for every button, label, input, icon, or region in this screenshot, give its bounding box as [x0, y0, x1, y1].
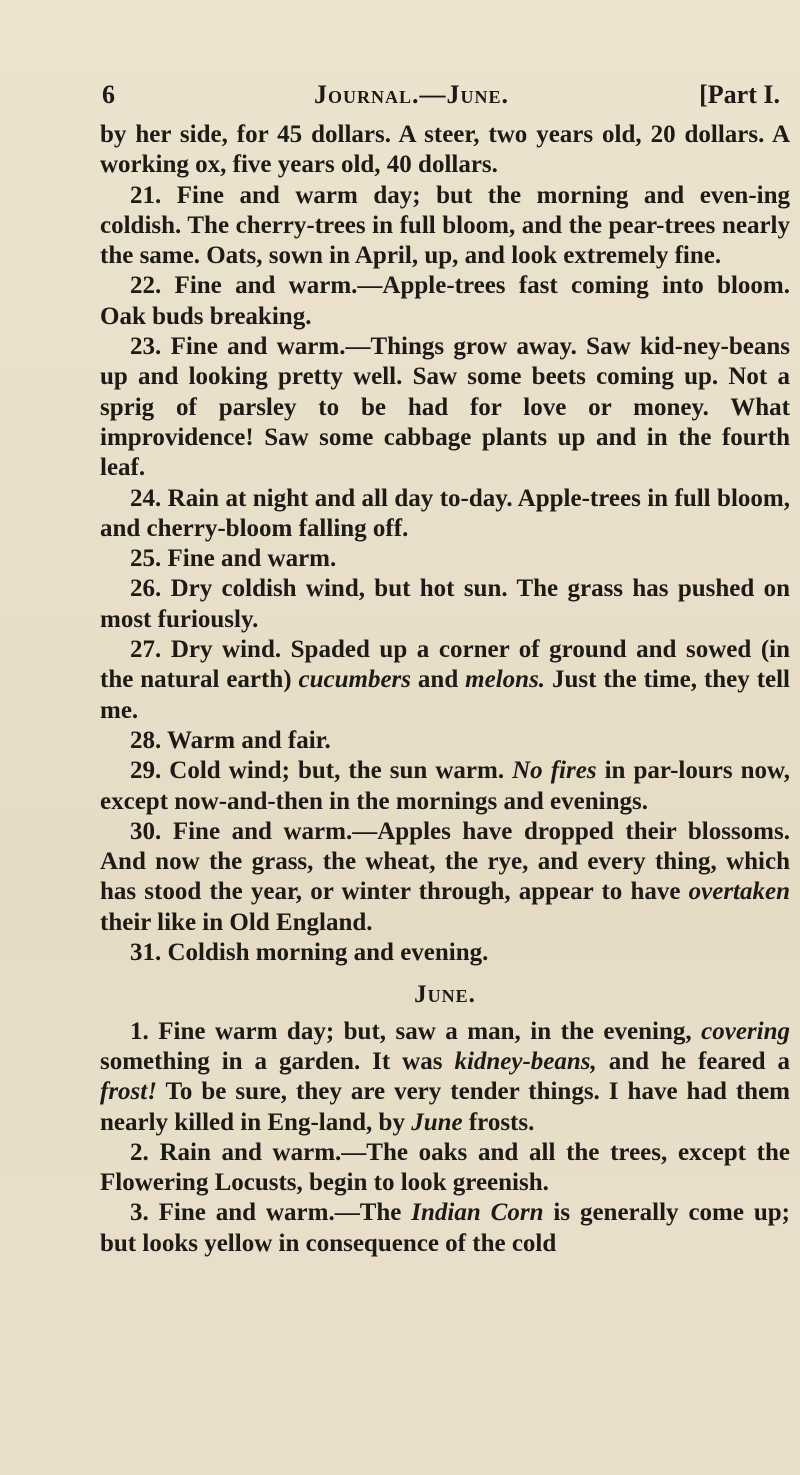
paragraph-continuation: by her side, for 45 dollars. A steer, two years old, 20 dollars. A working ox, five years old, 40 dollars.: [100, 121, 790, 179]
entry-may-22: 22. Fine and warm.—Apple-trees fast coming into bloom. Oak buds breaking.: [100, 272, 790, 330]
entry-may-28: 28. Warm and fair.: [130, 726, 331, 754]
section-heading: June.: [414, 981, 476, 1009]
body-text: [100, 120, 790, 1259]
entry-may-21: 21. Fine and warm day; but the morning and even-ing coldish. The cherry-trees in full bloom, and the pear-trees nearly the same. Oats, sown in April, up, and look extremely fine.: [100, 181, 790, 270]
entry-may-27: 27. Dry wind. Spaded up a corner of ground and sowed (in the natural earth) cucumbers and melons. Just the time, they tell me.: [100, 636, 791, 724]
entry-may-23: 23. Fine and warm.—Things grow away. Saw kid-ney-beans up and looking pretty well. Saw some beets coming up. Not a sprig of parsley to be had for love or money. What improvidence! Saw some cabbage plants up and in the fourth leaf.: [100, 333, 790, 482]
running-title: Journal.—June.: [314, 80, 510, 109]
entry-june-1: 1. Fine warm day; but, saw a man, in the evening, covering something in a garden. It was kidney-beans, and he feared a frost! To be sure, they are very tender things. I have had them nearly killed in Eng-land, by June frosts.: [100, 1017, 791, 1136]
entry-may-25: 25. Fine and warm.: [130, 545, 337, 573]
entry-may-29: 29. Cold wind; but, the sun warm. No fires in par-lours now, except now-and-then in the mornings and evenings.: [100, 757, 790, 815]
entry-may-24: 24. Rain at night and all day to-day. Apple-trees in full bloom, and cherry-bloom falling off.: [100, 484, 790, 542]
entry-may-26: 26. Dry coldish wind, but hot sun. The grass has pushed on most furiously.: [100, 575, 790, 633]
entry-june-2: 2. Rain and warm.—The oaks and all the trees, except the Flowering Locusts, begin to look greenish.: [100, 1138, 790, 1197]
page-header: [100, 76, 780, 116]
entry-may-30: 30. Fine and warm.—Apples have dropped their blossoms. And now the grass, the wheat, the rye, and every thing, which has stood the year, or winter through, appear to have overtaken their like in Old England.: [100, 817, 790, 936]
part-label: [Part I.: [699, 80, 780, 109]
entry-may-31: 31. Coldish morning and evening.: [130, 939, 489, 967]
page-number: 6: [102, 80, 115, 109]
entry-june-3: 3. Fine and warm.—The Indian Corn is generally come up; but looks yellow in consequence of the cold: [100, 1199, 790, 1257]
